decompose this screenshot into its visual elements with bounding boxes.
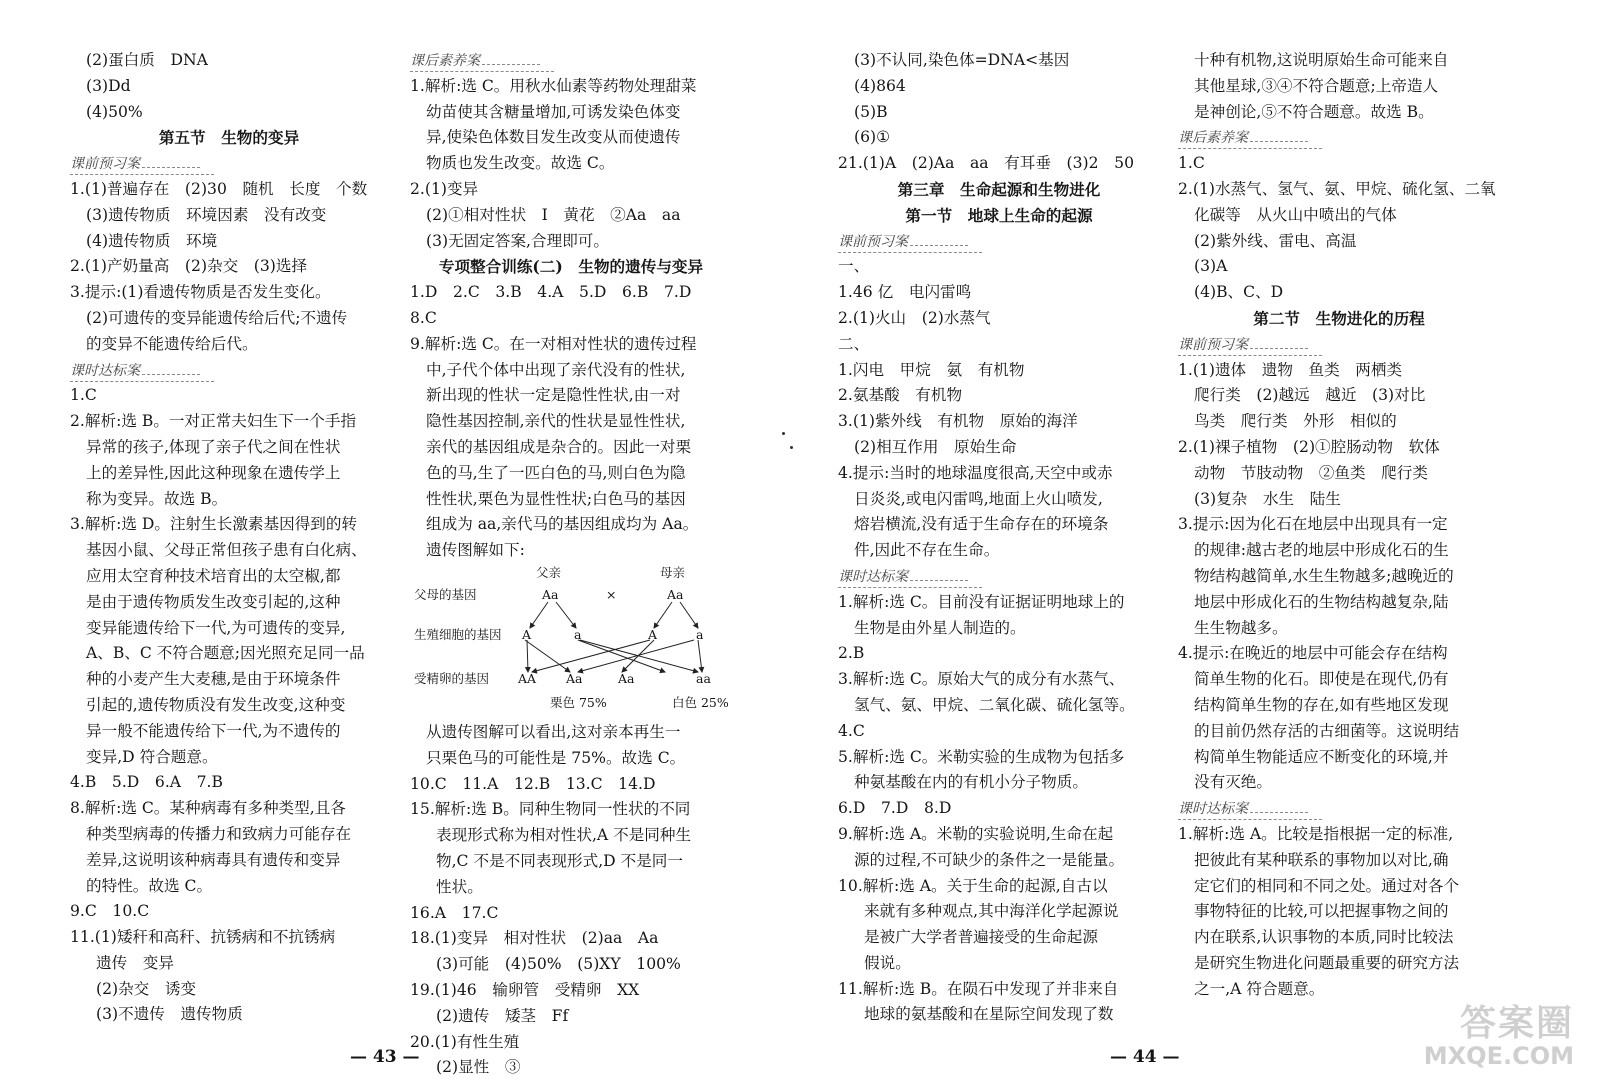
- text-line: 10.解析:选 A。关于生命的起源,自古以: [838, 876, 1108, 895]
- page-number-left: — 43 —: [350, 1047, 420, 1067]
- text-line: 3.提示:(1)看遗传物质是否发生变化。: [70, 283, 331, 302]
- text-line: 动物 节肢动物 ②鱼类 爬行类: [1194, 463, 1428, 482]
- text-line: 19.(1)46 输卵管 受精卵 XX: [410, 980, 640, 999]
- text-line: 11.解析:选 B。在陨石中发现了并非来自: [838, 979, 1119, 998]
- text-line: 4.提示:在晚近的地层中可能会存在结构: [1178, 644, 1448, 663]
- text-line: 假说。: [864, 953, 911, 972]
- text-line: 鸟类 爬行类 外形 相似的: [1194, 412, 1397, 431]
- text-line: 16.A 17.C: [410, 903, 499, 922]
- inheritance-diagram: [410, 564, 732, 720]
- text-line: 1.解析:选 A。比较是指根据一定的标准,: [1178, 824, 1454, 843]
- text-line: 5.解析:选 C。米勒实验的生成物为包括多: [838, 747, 1125, 766]
- gamete-genes-label: 生殖细胞的基因: [414, 626, 502, 642]
- zygote-1: AA: [518, 670, 537, 686]
- text-line: (2)紫外线、雷电、高温: [1194, 231, 1357, 250]
- text-line: (3)可能 (4)50% (5)XY 100%: [436, 955, 681, 974]
- text-line: 15.解析:选 B。同种生物同一性状的不同: [410, 800, 691, 819]
- text-line: 1.解析:选 C。用秋水仙素等药物处理甜菜: [410, 76, 697, 95]
- father-genotype: Aa: [542, 586, 559, 602]
- text-line: (2)蛋白质 DNA: [86, 51, 208, 69]
- text-line: (2)显性 ③: [436, 1058, 521, 1077]
- text-line: 表现形式称为相对性状,A 不是同种生: [436, 826, 692, 845]
- text-line: 3.解析:选 C。原始大气的成分有水蒸气、: [838, 670, 1125, 689]
- text-line: 隐性基因控制,亲代的性状是显性性状,: [426, 412, 686, 431]
- mother-label: 母亲: [660, 564, 686, 580]
- section-label: [70, 151, 388, 177]
- text-line: 构简单生物能适应不断变化的环境,并: [1194, 747, 1449, 766]
- column-4: [1178, 48, 1500, 1002]
- result-white: 白色 25%: [672, 694, 729, 710]
- text-line: 遗传图解如下:: [426, 541, 525, 560]
- section-label: [410, 48, 732, 74]
- section-heading: 第三章 生命起源和生物进化: [897, 179, 1101, 199]
- text-line: 2.(1)火山 (2)水蒸气: [838, 308, 991, 327]
- column-2-top: [410, 48, 732, 564]
- text-line: 二、: [838, 334, 870, 353]
- section-label-text: 课时达标案: [1178, 800, 1322, 820]
- text-line: (2)遗传 矮茎 Ff: [436, 1006, 569, 1025]
- column-2-bottom: [410, 720, 732, 1081]
- text-line: 的变异不能遗传给后代。: [86, 334, 258, 353]
- section-heading: 第二节 生物进化的历程: [1253, 308, 1425, 328]
- text-line: 源的过程,不可缺少的条件之一是能量。: [854, 850, 1125, 869]
- text-line: (4)864: [854, 76, 906, 95]
- text-line: 9.C 10.C: [70, 902, 150, 921]
- text-line: 2.氨基酸 有机物: [838, 386, 963, 405]
- zygote-3: Aa: [618, 670, 635, 686]
- page-number-right: — 44 —: [1110, 1047, 1180, 1067]
- text-line: 21.(1)A (2)Aa aa 有耳垂 (3)2 50: [838, 154, 1134, 173]
- section-heading: 专项整合训练(二) 生物的遗传与变异: [438, 257, 704, 277]
- text-line: 2.B: [838, 644, 865, 663]
- parent-genes-label: 父母的基因: [414, 586, 477, 602]
- column-3: [838, 48, 1160, 1028]
- text-line: 生物是由外星人制造的。: [854, 618, 1026, 637]
- section-label-text: 课时达标案: [838, 568, 982, 588]
- text-line: 地球的氨基酸和在星际空间发现了数: [864, 1005, 1114, 1024]
- zygote-4: aa: [696, 670, 711, 686]
- section-label-text: 课前预习案: [70, 155, 214, 175]
- text-line: 1.C: [1178, 154, 1205, 173]
- text-line: 2.(1)变异: [410, 179, 479, 198]
- text-line: 种氨基酸在内的有机小分子物质。: [854, 773, 1088, 792]
- gamete-2: a: [574, 626, 582, 642]
- text-line: 来就有多种观点,其中海洋化学起源说: [864, 902, 1119, 921]
- text-line: 2.(1)产奶量高 (2)杂交 (3)选择: [70, 257, 308, 276]
- section-label-text: 课后素养案: [1178, 129, 1322, 149]
- text-line: 2.(1)水蒸气、氢气、氨、甲烷、硫化氢、二氧: [1178, 179, 1496, 198]
- section-label-text: 课前预习案: [1178, 336, 1322, 356]
- mother-genotype: Aa: [667, 586, 684, 602]
- text-line: 件,因此不存在生命。: [854, 541, 1000, 560]
- watermark-url: MXQE.COM: [1423, 1042, 1574, 1070]
- gamete-4: a: [696, 626, 704, 642]
- text-line: (2)相互作用 原始生命: [854, 437, 1017, 456]
- text-line: 只栗色马的可能性是 75%。故选 C。: [426, 748, 686, 767]
- section-heading: 第五节 生物的变异: [158, 128, 300, 148]
- text-line: 8.C: [410, 308, 437, 327]
- text-line: 1.D 2.C 3.B 4.A 5.D 6.B 7.D: [410, 283, 692, 302]
- text-line: (2)杂交 诱变: [96, 979, 197, 998]
- zygote-genes-label: 受精卵的基因: [414, 670, 490, 686]
- text-line: 是神创论,⑤不符合题意。故选 B。: [1194, 102, 1434, 121]
- text-line: 中,子代个体中出现了亲代没有的性状,: [426, 360, 686, 379]
- text-line: 的目前仍然存活的古细菌等。这说明结: [1194, 721, 1460, 740]
- text-line: 新出现的性状一定是隐性性状,由一对: [426, 386, 681, 405]
- text-line: (4)B、C、D: [1194, 283, 1284, 302]
- text-line: 异常的孩子,体现了亲子代之间在性状: [86, 437, 341, 456]
- cross-symbol: ×: [606, 586, 617, 602]
- section-label: [70, 358, 388, 384]
- section-label: [1178, 332, 1500, 358]
- column-2: [410, 48, 732, 1081]
- text-line: 种的小麦产生大麦穗,是由于环境条件: [86, 670, 341, 689]
- father-label: 父亲: [536, 564, 562, 580]
- text-line: 1.(1)遗体 遗物 鱼类 两栖类: [1178, 360, 1403, 379]
- text-line: 3.提示:因为化石在地层中出现具有一定: [1178, 515, 1448, 534]
- text-line: 没有灭绝。: [1194, 773, 1272, 792]
- section-label: [838, 229, 1160, 255]
- text-line: 性状。: [436, 877, 483, 896]
- text-line: 6.D 7.D 8.D: [838, 799, 952, 818]
- text-line: 物结构越简单,水生生物越多;越晚近的: [1194, 566, 1454, 585]
- section-label: [1178, 796, 1500, 822]
- text-line: 1.(1)普遍存在 (2)30 随机 长度 个数: [70, 179, 368, 198]
- text-line: 的特性。故选 C。: [86, 876, 213, 895]
- text-line: 引起的,遗传物质没有发生改变,这种变: [86, 695, 346, 714]
- text-line: 变异,D 符合题意。: [86, 747, 218, 766]
- zygote-2: Aa: [566, 670, 583, 686]
- text-line: (3)Dd: [86, 76, 131, 95]
- text-line: 称为变异。故选 B。: [86, 489, 228, 508]
- text-line: 变异能遗传给下一代,为可遗传的变异,: [86, 618, 346, 637]
- text-line: 其他星球,③④不符合题意;上帝造人: [1194, 76, 1439, 95]
- text-line: 的规律:越古老的地层中形成化石的生: [1194, 541, 1449, 560]
- text-line: 结构简单生物的存在,如有些地区发现: [1194, 695, 1449, 714]
- text-line: 4.B 5.D 6.A 7.B: [70, 773, 223, 792]
- column-1: [70, 48, 388, 1028]
- text-line: 化碳等 从火山中喷出的气体: [1194, 205, 1397, 224]
- text-line: 性性状,栗色为显性性状;白色马的基因: [426, 489, 686, 508]
- text-line: 4.C: [838, 721, 865, 740]
- binding-dot: [790, 446, 793, 449]
- section-label-text: 课前预习案: [838, 233, 982, 253]
- text-line: 18.(1)变异 相对性状 (2)aa Aa: [410, 929, 659, 948]
- text-line: 把彼此有某种联系的事物加以对比,确: [1194, 850, 1449, 869]
- text-line: 亲代的基因组成是杂合的。因此一对栗: [426, 437, 692, 456]
- text-line: 物质也发生改变。故选 C。: [426, 154, 615, 173]
- text-line: 1.46 亿 电闪雷鸣: [838, 283, 972, 302]
- text-line: (6)①: [854, 128, 891, 147]
- text-line: 9.解析:选 A。米勒的实验说明,生命在起: [838, 824, 1114, 843]
- result-chestnut: 栗色 75%: [550, 694, 607, 710]
- text-line: 十种有机物,这说明原始生命可能来自: [1194, 51, 1449, 69]
- text-line: (3)复杂 水生 陆生: [1194, 489, 1341, 508]
- gamete-3: A: [648, 626, 658, 642]
- text-line: 爬行类 (2)越远 越近 (3)对比: [1194, 386, 1426, 405]
- text-line: 9.解析:选 C。在一对相对性状的遗传过程: [410, 334, 697, 353]
- text-line: 是被广大学者普遍接受的生命起源: [864, 928, 1098, 947]
- text-line: 定它们的相同和不同之处。通过对各个: [1194, 876, 1460, 895]
- text-line: 2.(1)裸子植物 (2)①腔肠动物 软体: [1178, 437, 1440, 456]
- text-line: (3)不认同,染色体=DNA<基因: [854, 51, 1070, 69]
- text-line: 一、: [838, 257, 870, 276]
- text-line: 是研究生物进化问题最重要的研究方法: [1194, 953, 1460, 972]
- text-line: 2.解析:选 B。一对正常夫妇生下一个手指: [70, 412, 357, 431]
- text-line: 事物特征的比较,可以把握事物之间的: [1194, 902, 1449, 921]
- text-line: 1.解析:选 C。目前没有证据证明地球上的: [838, 592, 1125, 611]
- text-line: 异一般不能遗传给下一代,为不遗传的: [86, 721, 341, 740]
- text-line: 简单生物的化石。即使是在现代,仍有: [1194, 670, 1449, 689]
- text-line: (3)无固定答案,合理即可。: [426, 231, 609, 250]
- section-heading: 第一节 地球上生命的起源: [905, 205, 1093, 225]
- watermark: [1424, 1005, 1574, 1069]
- text-line: 3.解析:选 D。注射生长激素基因得到的转: [70, 515, 358, 534]
- text-line: 氢气、氨、甲烷、二氧化碳、硫化氢等。: [854, 695, 1135, 714]
- text-line: 10.C 11.A 12.B 13.C 14.D: [410, 774, 656, 793]
- text-line: (3)遗传物质 环境因素 没有改变: [86, 205, 327, 224]
- text-line: 内在联系,认识事物的本质,同时比较法: [1194, 928, 1454, 947]
- text-line: 1.闪电 甲烷 氨 有机物: [838, 360, 1025, 379]
- text-line: (2)①相对性状 Ⅰ 黄花 ②Aa aa: [426, 205, 681, 224]
- text-line: 4.提示:当时的地球温度很高,天空中或赤: [838, 463, 1113, 482]
- text-line: (3)不遗传 遗传物质: [96, 1005, 243, 1024]
- text-line: 1.C: [70, 386, 97, 405]
- text-line: 日炎炎,或电闪雷鸣,地面上火山喷发,: [854, 489, 1103, 508]
- text-line: (2)可遗传的变异能遗传给后代;不遗传: [86, 308, 348, 327]
- text-line: A、B、C 不符合题意;因光照充足同一品: [86, 644, 365, 663]
- section-label-text: 课时达标案: [70, 362, 214, 382]
- text-line: 幼苗使其含糖量增加,可诱发染色体变: [426, 102, 681, 121]
- text-line: 遗传 变异: [96, 953, 174, 972]
- text-line: 8.解析:选 C。某种病毒有多种类型,且各: [70, 799, 346, 818]
- text-line: 之一,A 符合题意。: [1194, 979, 1325, 998]
- text-line: 是由于遗传物质发生改变引起的,这种: [86, 592, 341, 611]
- section-label-text: 课后素养案: [410, 52, 554, 72]
- text-line: 生生物越多。: [1194, 618, 1288, 637]
- text-line: (4)遗传物质 环境: [86, 231, 218, 250]
- text-line: 11.(1)矮秆和高秆、抗锈病和不抗锈病: [70, 928, 336, 947]
- text-line: 色的马,生了一匹白色的马,则白色为隐: [426, 463, 686, 482]
- text-line: (5)B: [854, 102, 888, 121]
- text-line: 应用太空育种技术培育出的太空椒,都: [86, 566, 341, 585]
- text-line: 20.(1)有性生殖: [410, 1032, 520, 1051]
- text-line: (4)50%: [86, 102, 143, 121]
- text-line: 种类型病毒的传播力和致病力可能存在: [86, 824, 352, 843]
- binding-dot: [782, 432, 785, 435]
- text-line: 差异,这说明该种病毒具有遗传和变异: [86, 850, 341, 869]
- section-label: [838, 564, 1160, 590]
- text-line: 基因小鼠、父母正常但孩子患有白化病、: [86, 541, 367, 560]
- section-label: [1178, 125, 1500, 151]
- text-line: 熔岩横流,没有适于生命存在的环境条: [854, 515, 1109, 534]
- text-line: 上的差异性,因此这种现象在遗传学上: [86, 463, 341, 482]
- text-line: 物,C 不是不同表现形式,D 不是同一: [436, 851, 683, 870]
- watermark-logo-text: 答案圈: [1459, 1003, 1574, 1044]
- text-line: (3)A: [1194, 257, 1228, 276]
- text-line: 从遗传图解可以看出,这对亲本再生一: [426, 722, 681, 741]
- text-line: 异,使染色体数目发生改变从而使遗传: [426, 128, 681, 147]
- gamete-1: A: [522, 626, 532, 642]
- text-line: 组成为 aa,亲代马的基因组成均为 Aa。: [426, 515, 699, 534]
- text-line: 地层中形成化石的生物结构越复杂,陆: [1194, 592, 1449, 611]
- text-line: 3.(1)紫外线 有机物 原始的海洋: [838, 412, 1078, 431]
